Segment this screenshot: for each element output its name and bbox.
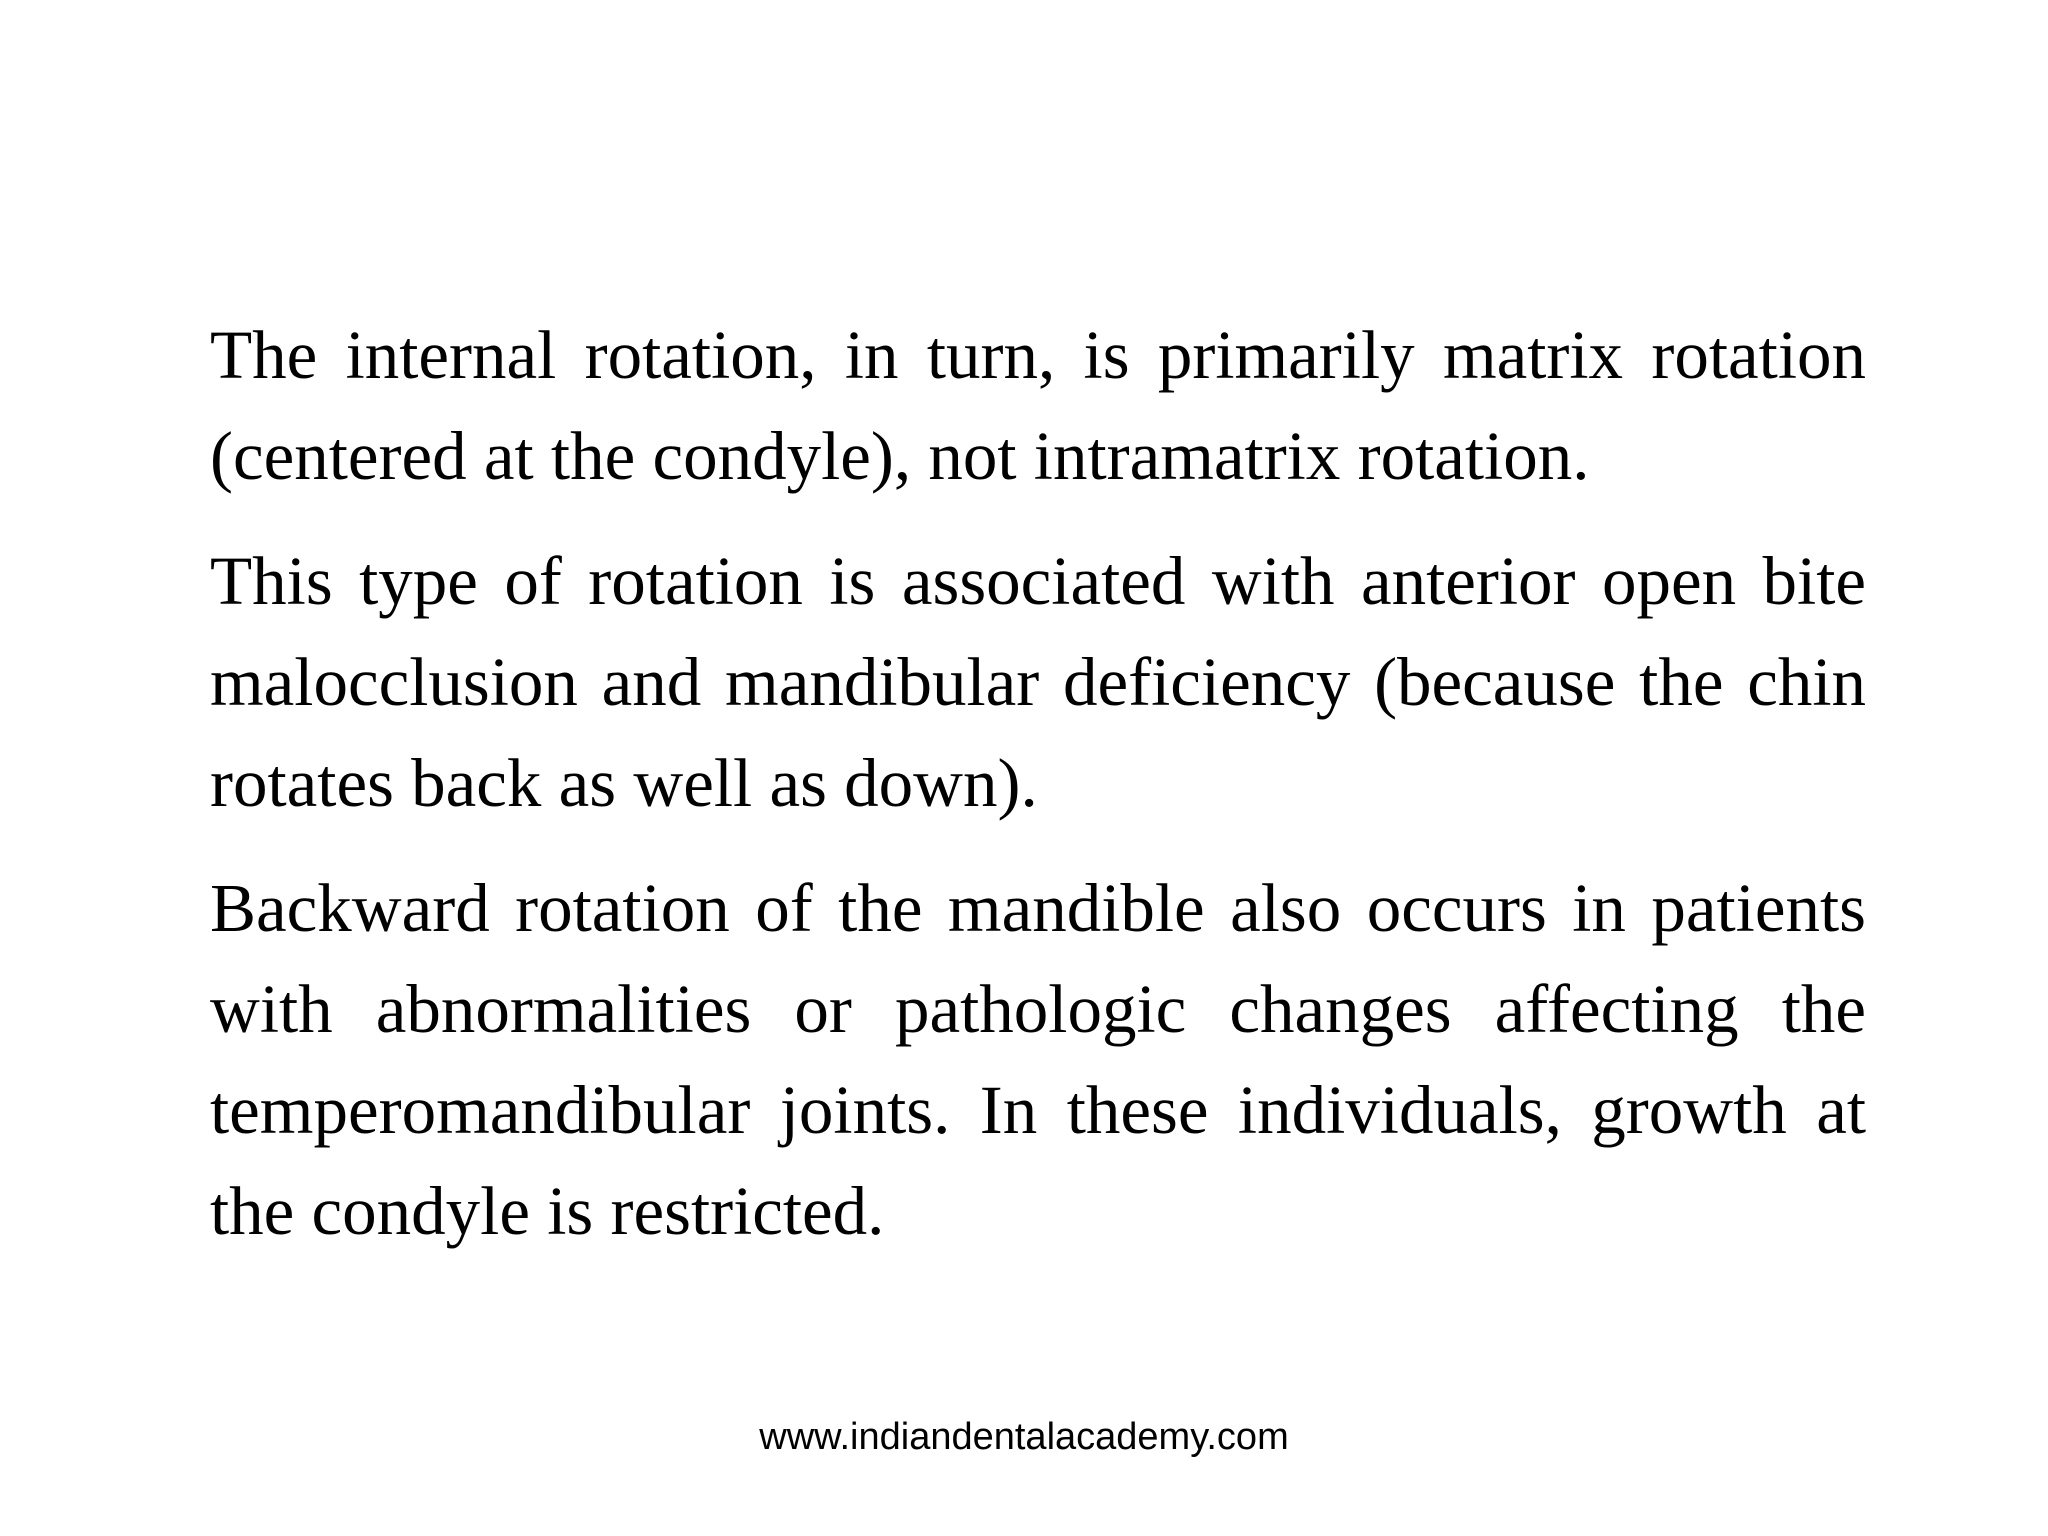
paragraph-backward-rotation: Backward rotation of the mandible also occurs in patients with abnormalities or pathologic changes affecting the temperomandibular joints. In these individuals, growth at the condyle is restricted. bbox=[210, 870, 1866, 1249]
footer-website-url: www.indiandentalacademy.com bbox=[759, 1416, 1289, 1458]
slide-body bbox=[210, 305, 1866, 1286]
paragraph-open-bite: This type of rotation is associated with anterior open bite malocclusion and mandibular deficiency (because the chin rotates back as well as down). bbox=[210, 543, 1866, 821]
paragraph-internal-rotation: The internal rotation, in turn, is primarily matrix rotation (centered at the condyle), not intramatrix rotation. bbox=[210, 317, 1866, 494]
